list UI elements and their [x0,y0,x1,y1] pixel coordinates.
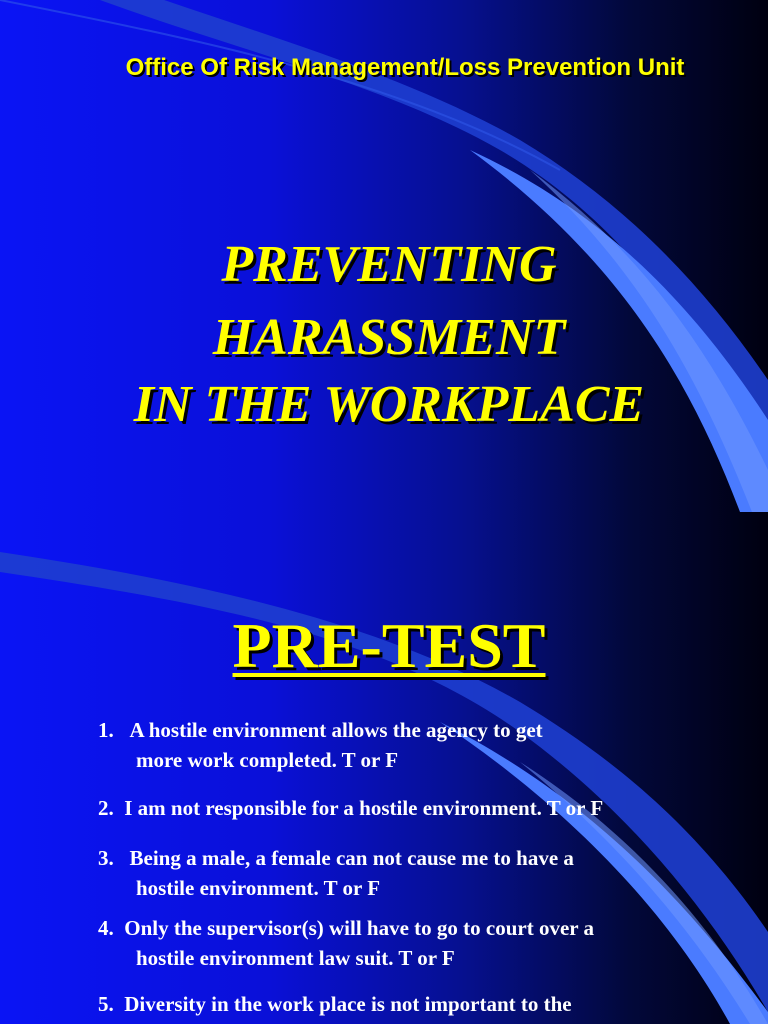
question-text-continued: hostile environment law suit. T or F [136,946,455,970]
question-number: 3. [98,846,114,870]
title-line-1: PREVENTING [221,236,557,293]
title-line-3: IN THE WORKPLACE [133,376,645,433]
question-item [98,715,543,775]
question-text: Being a male, a female can not cause me to have a [129,846,574,870]
question-text: Diversity in the work place is not important to the [124,992,572,1016]
question-text: A hostile environment allows the agency to get [129,718,543,742]
question-item [98,793,603,823]
question-item [98,913,594,973]
question-item [98,989,572,1019]
unit-name: Office Of Risk Management/Loss Prevention Unit [125,54,685,81]
question-text-continued: more work completed. T or F [136,748,399,772]
title-line-2: HARASSMENT [212,309,566,366]
question-text: I am not responsible for a hostile environment. T or F [124,796,604,820]
question-number: 5. [98,992,114,1016]
question-number: 2. [98,796,114,820]
question-number: 4. [98,916,114,940]
question-number: 1. [98,718,114,742]
pretest-heading: PRE-TEST [232,610,546,681]
question-item [98,843,574,903]
pretest-slide [0,512,768,1024]
question-text-continued: hostile environment. T or F [136,876,381,900]
question-text: Only the supervisor(s) will have to go to court over a [124,916,594,940]
